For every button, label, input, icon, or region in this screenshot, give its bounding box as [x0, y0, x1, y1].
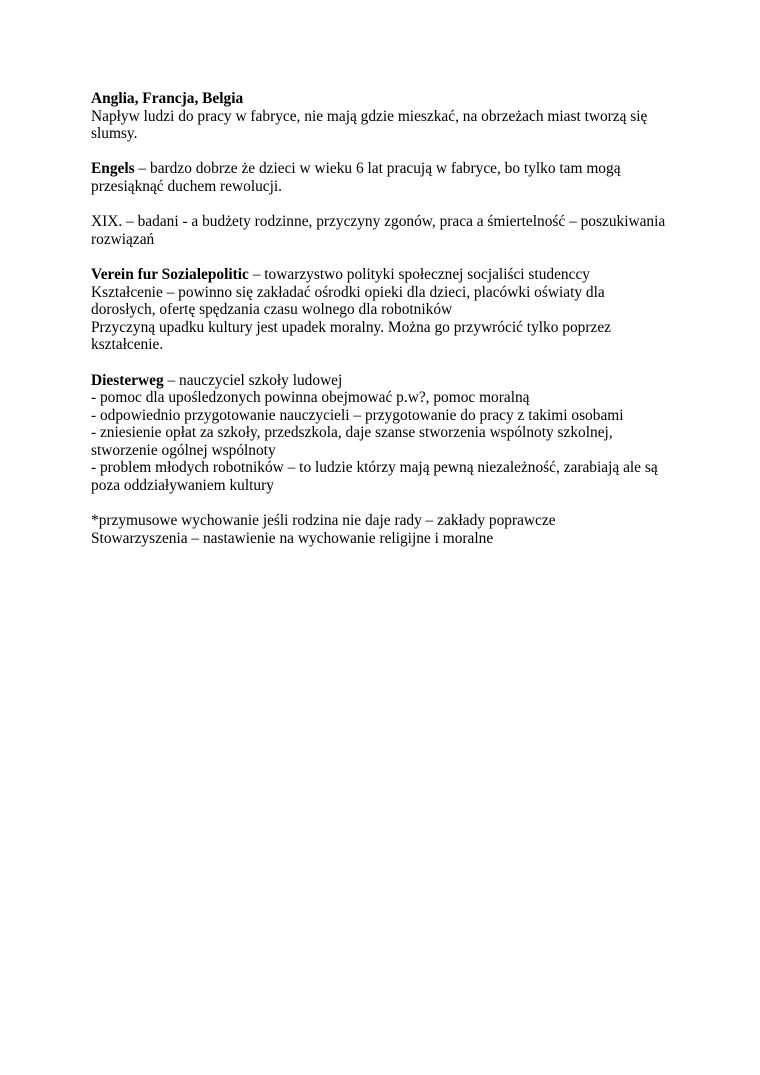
paragraph-engels [91, 160, 681, 195]
list-item: - problem młodych robotników – to ludzie którzy mają pewną niezależność, zarabiają ale są [91, 459, 658, 477]
text-line: XIX. – badani - a budżety rodzinne, przyczyny zgonów, praca a śmiertelność – poszukiwania [91, 213, 666, 231]
list-item: - odpowiednio przygotowanie nauczycieli – przygotowanie do pracy z takimi osobami [91, 406, 624, 424]
text-line: – nauczyciel szkoły ludowej [163, 371, 343, 389]
list-item: - pomoc dla upośledzonych powinna obejmować p.w?, pomoc moralną [91, 389, 530, 407]
list-item: - zniesienie opłat za szkoły, przedszkola, daje szanse stworzenia wspólnoty szkolnej, [91, 424, 613, 442]
paragraph-diesterweg [91, 372, 681, 495]
text-line: rozwiązań [91, 230, 155, 248]
text-line: stworzenie ogólnej wspólnoty [91, 441, 276, 459]
text-line: Napływ ludzi do pracy w fabryce, nie mają gdzie mieszkać, na obrzeżach miast tworzą się [91, 107, 648, 125]
section-heading: Anglia, Francja, Belgia [91, 90, 244, 107]
text-line: *przymusowe wychowanie jeśli rodzina nie daje rady – zakłady poprawcze [91, 512, 556, 530]
text-line: – towarzystwo polityki społecznej socjaliści studenccy [248, 265, 590, 283]
term-diesterweg: Diesterweg [91, 371, 164, 389]
text-line: Kształcenie – powinno się zakładać ośrodki opieki dla dzieci, placówki oświaty dla [91, 283, 605, 301]
text-line: slumsy. [91, 125, 138, 143]
text-line: przesiąknąć duchem rewolucji. [91, 177, 283, 195]
paragraph-closing [91, 512, 681, 547]
document-body [91, 90, 681, 565]
paragraph-xix [91, 213, 681, 248]
paragraph-verein [91, 266, 681, 354]
term-verein: Verein fur Sozialepolitic [91, 265, 249, 283]
paragraph-anglia [91, 90, 681, 143]
text-line: Przyczyną upadku kultury jest upadek moralny. Można go przywrócić tylko poprzez [91, 318, 611, 336]
text-line: – bardzo dobrze że dzieci w wieku 6 lat pracują w fabryce, bo tylko tam mogą [134, 160, 621, 178]
text-line: dorosłych, ofertę spędzania czasu wolnego dla robotników [91, 301, 453, 319]
text-line: Stowarzyszenia – nastawienie na wychowanie religijne i moralne [91, 529, 494, 547]
text-line: poza oddziaływaniem kultury [91, 477, 274, 495]
text-line: kształcenie. [91, 336, 164, 354]
term-engels: Engels [91, 160, 135, 178]
